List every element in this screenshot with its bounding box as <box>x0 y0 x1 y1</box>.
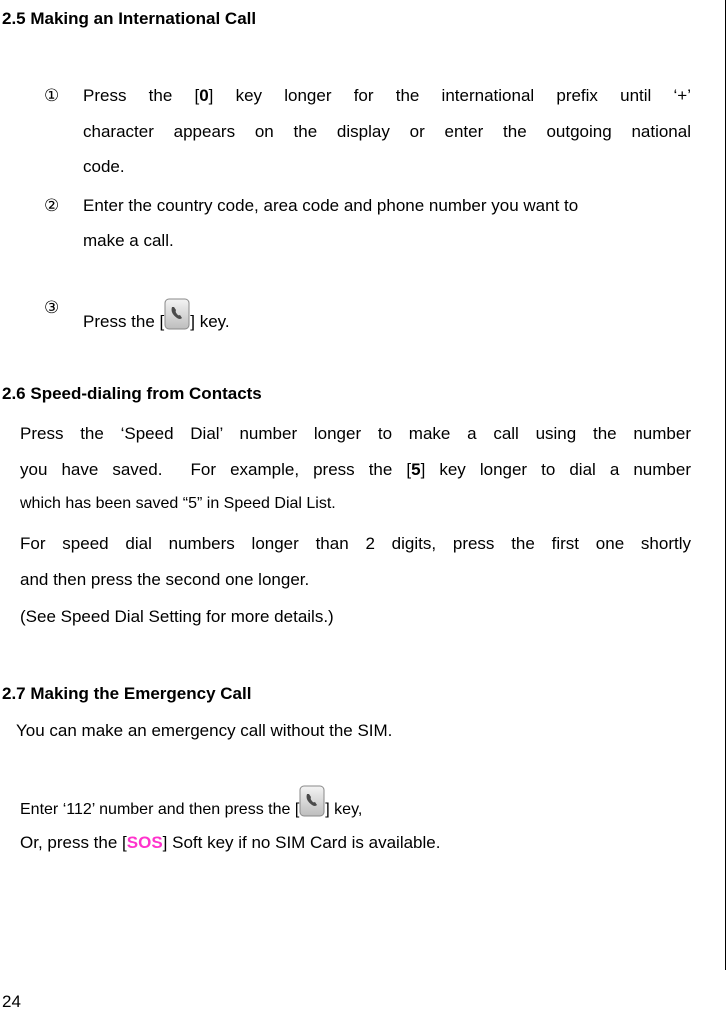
step-1-marker: ① <box>44 86 60 105</box>
send-key-icon <box>299 785 325 817</box>
sos-label: SOS <box>126 833 163 852</box>
step-1-line-3: code. <box>83 157 125 176</box>
emergency-line-2-before: Enter ‘112’ number and then press the [ <box>20 801 300 818</box>
step-1-line-2: character appears on the display or enter the outgoing national <box>83 122 691 141</box>
emergency-line-2 <box>20 785 362 819</box>
emergency-line-2-after: ] key, <box>325 801 363 818</box>
section-2-6-heading: 2.6 Speed-dialing from Contacts <box>2 384 262 403</box>
page-right-rule <box>725 0 726 970</box>
step-3-text-before: Press the [ <box>83 312 165 331</box>
emergency-intro: You can make an emergency call without the SIM. <box>16 721 393 740</box>
step-2-marker: ② <box>44 196 60 215</box>
speed-dial-line-6: (See Speed Dial Setting for more details.) <box>20 607 334 626</box>
section-2-5-heading: 2.5 Making an International Call <box>2 9 257 28</box>
speed-dial-line-4: For speed dial numbers longer than 2 digits, press the first one shortly <box>20 534 691 553</box>
section-2-7-heading: 2.7 Making the Emergency Call <box>2 684 252 703</box>
step-3-text <box>83 298 230 332</box>
page-number: 24 <box>2 992 21 1011</box>
speed-dial-line-5: and then press the second one longer. <box>20 570 310 589</box>
speed-dial-line-1: Press the ‘Speed Dial’ number longer to make a call using the number <box>20 424 691 443</box>
step-3-marker: ③ <box>44 298 60 317</box>
speed-dial-line-2: you have saved. For example, press the [5] key longer to dial a number <box>20 460 691 479</box>
step-2-line-1: Enter the country code, area code and phone number you want to <box>83 196 579 215</box>
step-3-text-after: ] key. <box>190 312 230 331</box>
emergency-line-3-before: Or, press the [ <box>20 833 127 852</box>
step-1-line-1: Press the [0] key longer for the international prefix until ‘+’ <box>83 86 691 105</box>
send-key-icon <box>164 298 190 330</box>
step-2-line-2: make a call. <box>83 231 174 250</box>
emergency-line-3 <box>20 833 440 853</box>
emergency-line-3-after: ] Soft key if no SIM Card is available. <box>162 833 441 852</box>
speed-dial-line-3: which has been saved “5” in Speed Dial List. <box>20 495 336 512</box>
